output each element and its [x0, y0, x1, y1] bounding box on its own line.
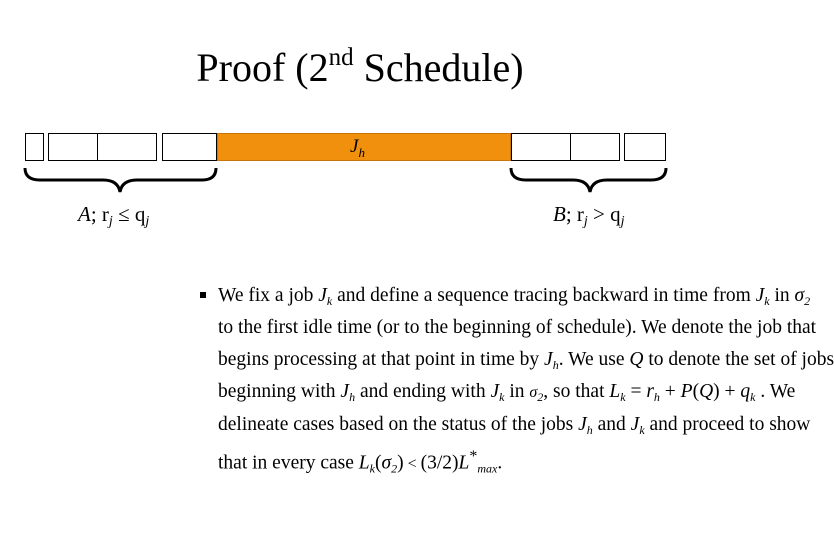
paragraph-line-3: begins processing at that point in time by $J_h$. We use Q to denote the set of jobs	[218, 349, 834, 372]
proof-paragraph	[218, 280, 834, 481]
set-a-label: A; $r_j \le q_j$	[78, 202, 150, 229]
highlighted-job-label: $J_h$	[350, 136, 365, 160]
title-superscript: nd	[328, 44, 354, 71]
brace-set-a	[25, 168, 216, 192]
paragraph-line-2: to the first idle time (or to the beginning of schedule). We denote the job that	[218, 317, 817, 338]
paragraph-line-5: delineate cases based on the status of the jobs $J_h$ and $J_k$ and proceed to show	[218, 414, 811, 437]
title-main: Proof (2	[196, 45, 329, 90]
paragraph-line-4: beginning with $J_h$ and ending with $J_k$ in $\sigma_2$, so that $L_k = r_h + P(Q) + q_k$ . We	[218, 381, 796, 404]
brace-set-b	[511, 168, 666, 192]
title-rest: Schedule)	[353, 45, 524, 90]
paragraph-line-1: We fix a job $J_k$ and define a sequence tracing backward in time from $J_k$ in $\sigma_2$	[218, 285, 811, 308]
set-b-label: B; $r_j > q_j$	[553, 202, 625, 229]
paragraph-line-6: that in every case $L_k(\sigma_2) < (3/2)L^*_{max}$.	[218, 448, 503, 476]
bullet-marker	[200, 292, 206, 298]
schedule-diagram	[0, 0, 720, 240]
